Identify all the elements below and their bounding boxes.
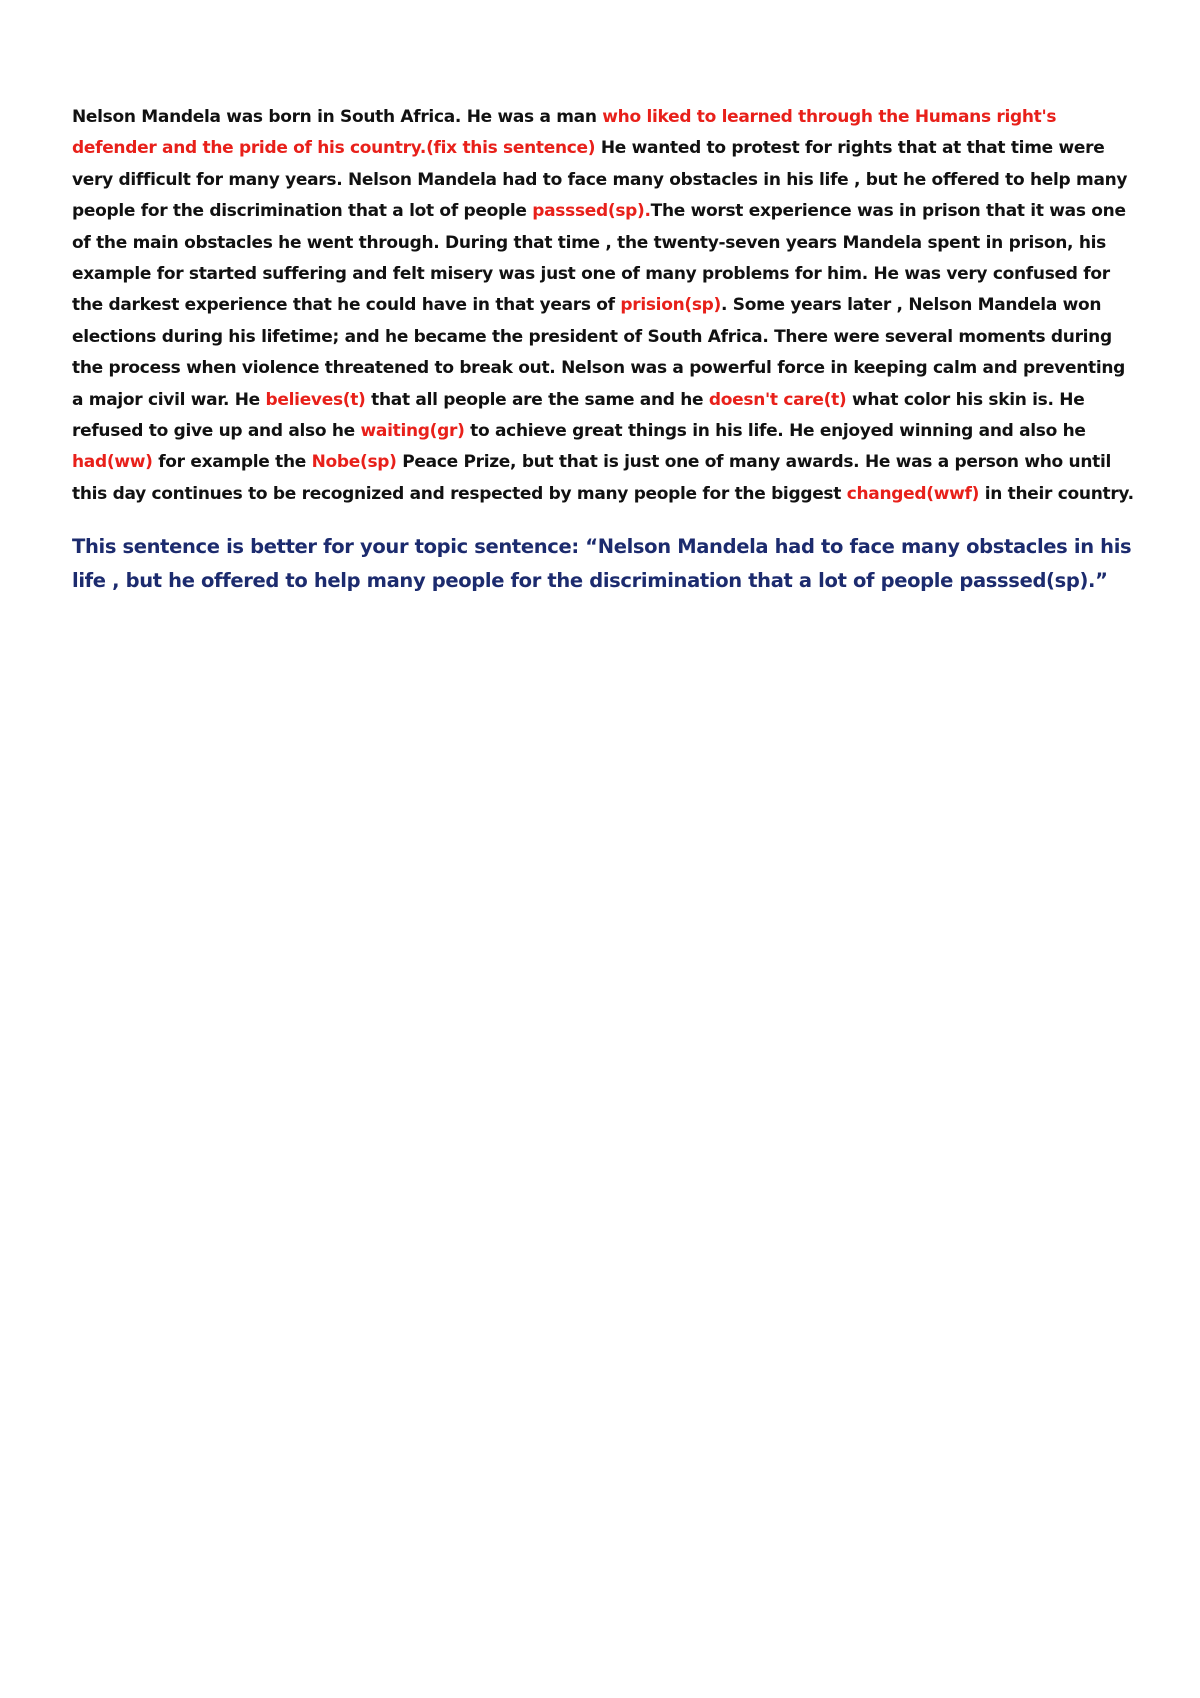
correction-mark: changed(wwf) [846, 483, 980, 504]
essay-text: what color his skin is. He refused to give up and also he [72, 389, 1085, 442]
essay-text: Peace Prize, but that is just one of many awards. He was a person who until this day continues to be recognized and respected by many people for the biggest [72, 452, 1112, 504]
teacher-comment: This sentence is better for your topic sentence: “Nelson Mandela had to face many obstacles in his life , but he offered to help many people for the discrimination that a lot of people passsed(sp).” [72, 535, 1132, 592]
correction-mark: doesn't care(t) [708, 389, 847, 410]
essay-text: that all people are the same and he [365, 389, 709, 410]
essay-text: The worst experience was in prison that it was one of the main obstacles he went through. During that time , the twenty-seven years Mandela spent in prison, his example for started suffering and felt misery was just one of many problems for him. He was very confused for the darkest experience that he could have in that years of [72, 201, 1126, 316]
essay-text: Nelson Mandela was born in South Africa. He was a man [72, 107, 603, 127]
correction-mark: believes(t) [265, 389, 366, 410]
essay-text: to achieve great things in his life. He enjoyed winning and also he [464, 421, 1086, 442]
correction-mark: had(ww) [72, 452, 153, 473]
correction-mark: prision(sp) [620, 295, 722, 316]
correction-mark: who liked to learned through the Humans right's defender and the pride of his country.(fix this sentence) [72, 107, 1057, 159]
essay-text: in their country. [979, 483, 1134, 504]
essay-paragraph [72, 102, 1138, 510]
correction-mark: Nobe(sp) [311, 452, 397, 473]
correction-mark: passsed(sp). [532, 201, 651, 222]
correction-mark: waiting(gr) [360, 421, 465, 442]
essay-text: . Some years later , Nelson Mandela won elections during his lifetime; and he became the president of South Africa. There were several moments during the process when violence threatened to break out. Nelson was a powerful force in keeping calm and preventing a major civil war. He [72, 295, 1126, 410]
essay-text: for example the [152, 452, 312, 473]
essay-text: He wanted to protest for rights that at that time were very difficult for many years. Nelson Mandela had to face many obstacles in his life , but he offered to help many people for the discrimination that a lot of people [72, 138, 1128, 222]
